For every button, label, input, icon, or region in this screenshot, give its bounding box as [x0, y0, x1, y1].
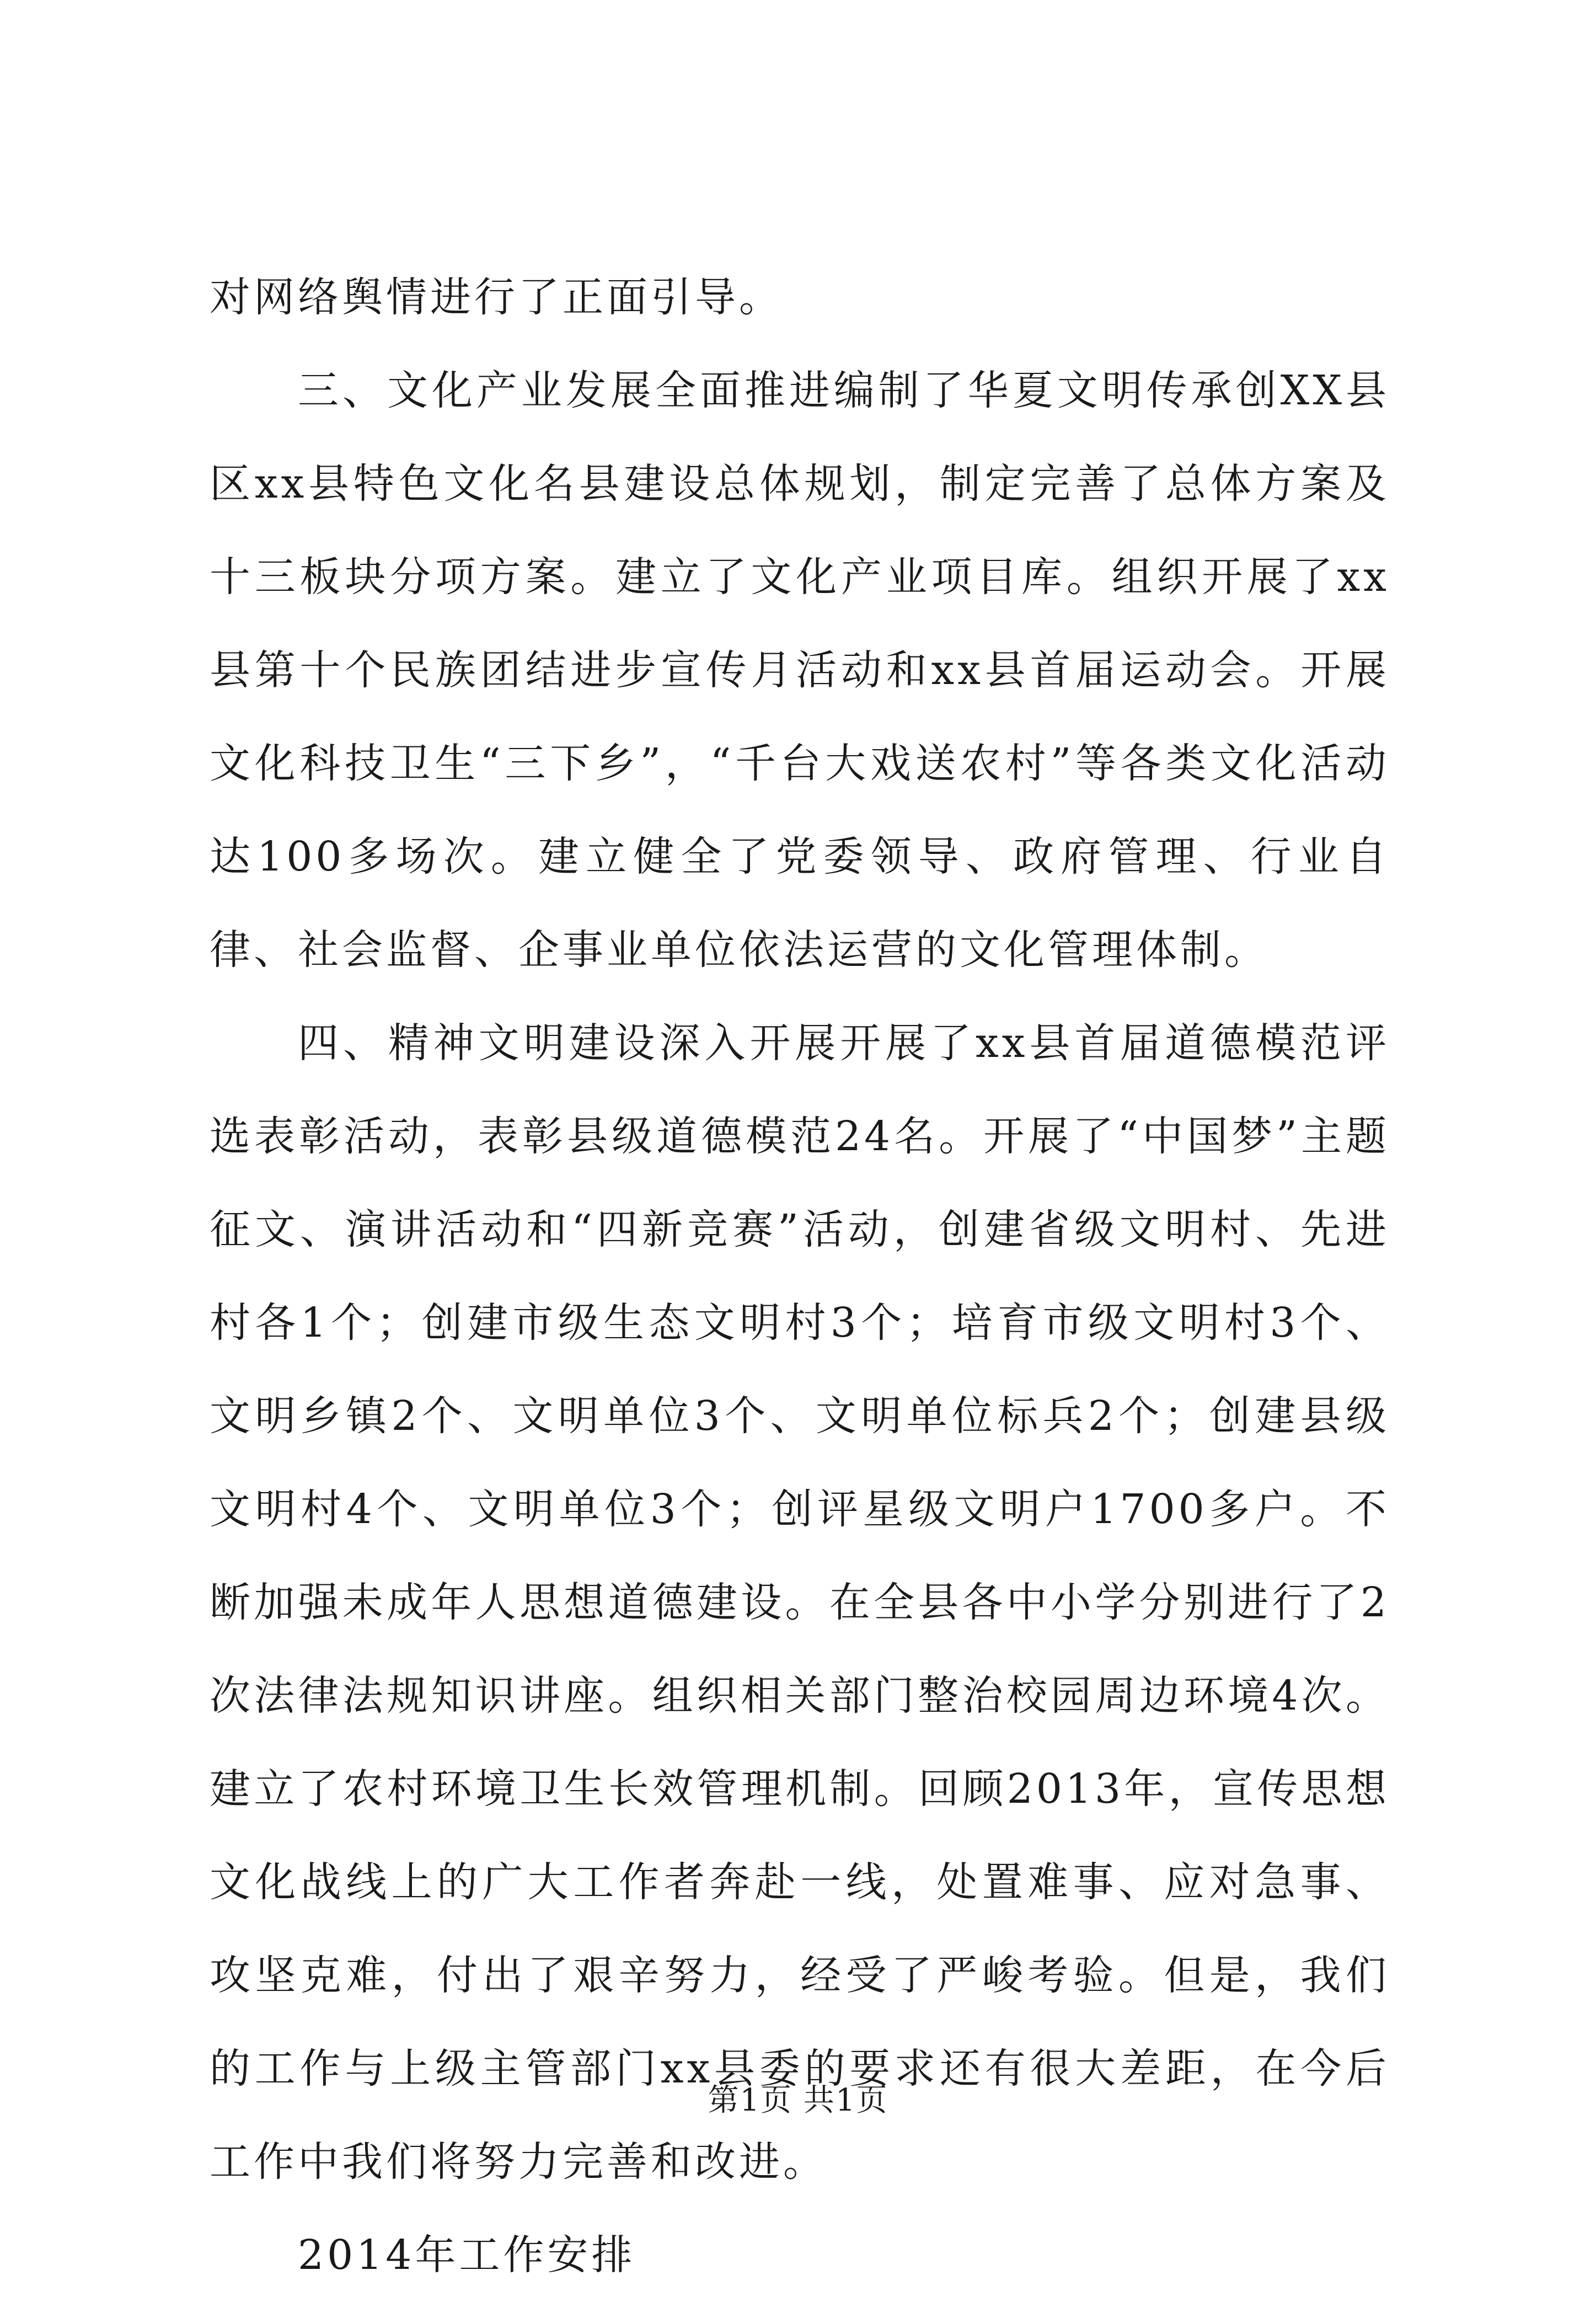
document-body [210, 251, 1390, 2302]
page-number-footer: 第1页 共1页 [708, 2082, 888, 2118]
paragraph-network-opinion: 对网络舆情进行了正面引导。 [210, 274, 783, 321]
paragraph-culture-industry: 三、文化产业发展全面推进编制了华夏文明传承创XX县区xx县特色文化名县建设总体规划，制定完善了总体方案及十三板块分项方案。建立了文化产业项目库。组织开展了xx县第十个民族团结进步宣传月活动和xx县首届运动会。开展文化科技卫生“三下乡”，“千台大戏送农村”等各类文化活动达100多场次。建立健全了党委领导、政府管理、行业自律、社会监督、企事业单位依法运营的文化管理体制。 [210, 367, 1390, 974]
paragraph-spiritual-civilization: 四、精神文明建设深入开展开展了xx县首届道德模范评选表彰活动，表彰县级道德模范24名。开展了“中国梦”主题征文、演讲活动和“四新竞赛”活动，创建省级文明村、先进村各1个；创建市级生态文明村3个；培育市级文明村3个、文明乡镇2个、文明单位3个、文明单位标兵2个；创建县级文明村4个、文明单位3个；创评星级文明户1700多户。不断加强未成年人思想道德建设。在全县各中小学分别进行了2次法律法规知识讲座。组织相关部门整治校园周边环境4次。建立了农村环境卫生长效管理机制。回顾2013年，宣传思想文化战线上的广大工作者奔赴一线，处置难事、应对急事、攻坚克难，付出了艰辛努力，经受了严峻考验。但是，我们的工作与上级主管部门xx县委的要求还有很大差距，在今后工作中我们将努力完善和改进。 [210, 1019, 1390, 2186]
section-heading-2014-plan: 2014年工作安排 [298, 2231, 636, 2279]
